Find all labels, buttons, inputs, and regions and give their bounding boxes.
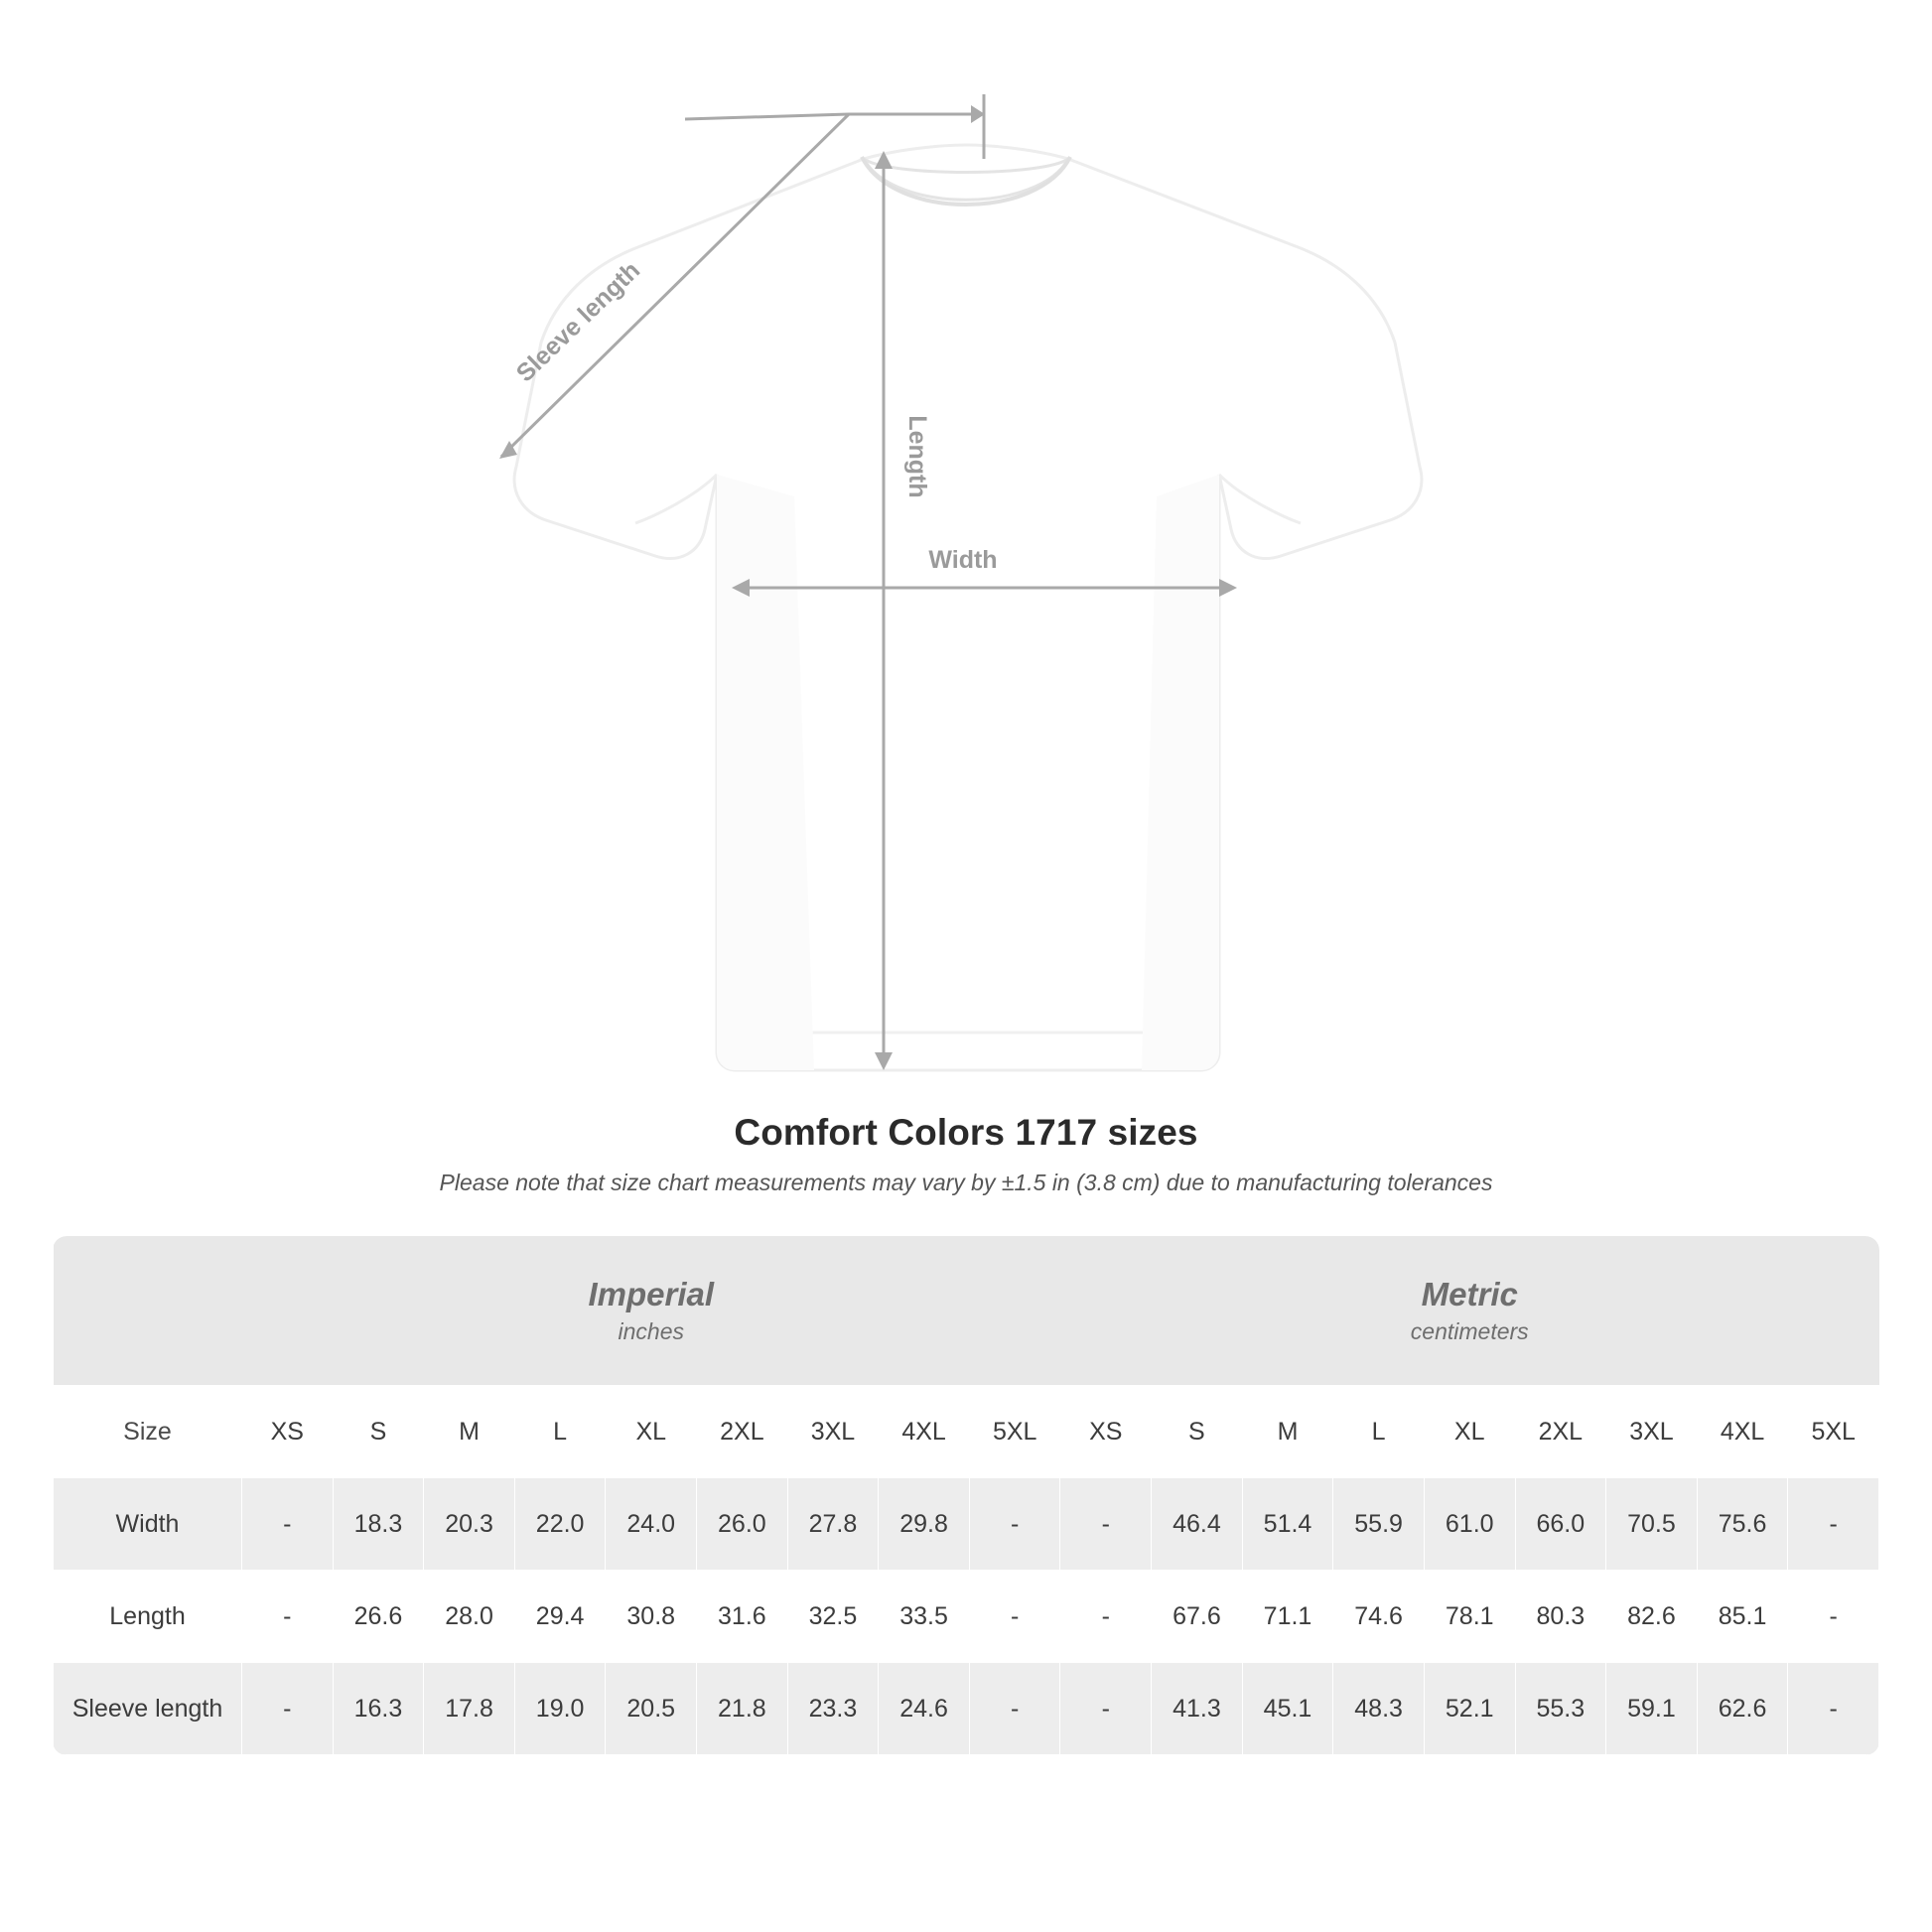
size-col-metric-xl: XL [1424, 1386, 1515, 1478]
size-col-metric-4xl: 4XL [1697, 1386, 1788, 1478]
unit-title-imperial: Imperial [588, 1276, 715, 1313]
cell-length-metric-4xl: 85.1 [1697, 1571, 1788, 1663]
tolerance-note: Please note that size chart measurements may vary by ±1.5 in (3.8 cm) due to manufacturing tolerances [439, 1170, 1493, 1195]
page-title: Comfort Colors 1717 sizes [734, 1112, 1198, 1153]
cell-sleeve-metric-xs: - [1060, 1663, 1152, 1755]
cell-width-metric-l: 55.9 [1333, 1478, 1425, 1571]
cell-width-metric-4xl: 75.6 [1697, 1478, 1788, 1571]
unit-header-imperial [242, 1236, 1060, 1386]
size-label-cell: Size [54, 1386, 242, 1478]
cell-length-imperial-3xl: 32.5 [787, 1571, 879, 1663]
cell-width-metric-5xl: - [1788, 1478, 1879, 1571]
cell-width-metric-m: 51.4 [1242, 1478, 1333, 1571]
cell-width-metric-xs: - [1060, 1478, 1152, 1571]
cell-width-imperial-xs: - [242, 1478, 334, 1571]
cell-length-imperial-5xl: - [969, 1571, 1060, 1663]
size-col-metric-2xl: 2XL [1515, 1386, 1606, 1478]
cell-length-metric-2xl: 80.3 [1515, 1571, 1606, 1663]
sleeve-length-label: Sleeve length [510, 256, 646, 388]
table-row [54, 1478, 1879, 1571]
table-row [54, 1663, 1879, 1755]
cell-width-metric-s: 46.4 [1152, 1478, 1243, 1571]
cell-width-imperial-xl: 24.0 [606, 1478, 697, 1571]
cell-length-metric-l: 74.6 [1333, 1571, 1425, 1663]
cell-sleeve-metric-l: 48.3 [1333, 1663, 1425, 1755]
cell-sleeve-metric-xl: 52.1 [1424, 1663, 1515, 1755]
cell-width-imperial-s: 18.3 [333, 1478, 424, 1571]
table-row [54, 1571, 1879, 1663]
size-col-metric-5xl: 5XL [1788, 1386, 1879, 1478]
cell-length-imperial-4xl: 33.5 [879, 1571, 970, 1663]
cell-width-metric-3xl: 70.5 [1606, 1478, 1698, 1571]
tshirt-shape [514, 145, 1422, 1070]
size-col-imperial-5xl: 5XL [969, 1386, 1060, 1478]
size-chart-table-wrap [53, 1236, 1879, 1755]
unit-header-spacer [54, 1236, 242, 1386]
size-col-imperial-xs: XS [242, 1386, 334, 1478]
length-label: Length [903, 415, 931, 498]
cell-sleeve-metric-3xl: 59.1 [1606, 1663, 1698, 1755]
cell-sleeve-imperial-4xl: 24.6 [879, 1663, 970, 1755]
cell-sleeve-imperial-m: 17.8 [424, 1663, 515, 1755]
unit-header-metric [1060, 1236, 1879, 1386]
size-col-imperial-l: L [514, 1386, 606, 1478]
size-col-imperial-m: M [424, 1386, 515, 1478]
cell-sleeve-imperial-xs: - [242, 1663, 334, 1755]
size-col-metric-m: M [1242, 1386, 1333, 1478]
unit-header-row [54, 1236, 1879, 1386]
cell-length-imperial-l: 29.4 [514, 1571, 606, 1663]
cell-width-imperial-4xl: 29.8 [879, 1478, 970, 1571]
size-chart-table [53, 1236, 1879, 1755]
size-col-metric-l: L [1333, 1386, 1425, 1478]
cell-length-metric-m: 71.1 [1242, 1571, 1333, 1663]
cell-sleeve-metric-2xl: 55.3 [1515, 1663, 1606, 1755]
cell-sleeve-imperial-3xl: 23.3 [787, 1663, 879, 1755]
cell-width-imperial-2xl: 26.0 [697, 1478, 788, 1571]
cell-width-imperial-l: 22.0 [514, 1478, 606, 1571]
cell-length-metric-5xl: - [1788, 1571, 1879, 1663]
cell-length-imperial-xl: 30.8 [606, 1571, 697, 1663]
size-col-metric-s: S [1152, 1386, 1243, 1478]
cell-length-metric-xl: 78.1 [1424, 1571, 1515, 1663]
cell-length-imperial-s: 26.6 [333, 1571, 424, 1663]
cell-width-metric-xl: 61.0 [1424, 1478, 1515, 1571]
size-col-imperial-4xl: 4XL [879, 1386, 970, 1478]
cell-length-metric-xs: - [1060, 1571, 1152, 1663]
size-col-metric-xs: XS [1060, 1386, 1152, 1478]
cell-width-imperial-3xl: 27.8 [787, 1478, 879, 1571]
unit-sub-metric: centimeters [1410, 1317, 1529, 1344]
cell-sleeve-metric-5xl: - [1788, 1663, 1879, 1755]
size-col-metric-3xl: 3XL [1606, 1386, 1698, 1478]
size-col-imperial-s: S [333, 1386, 424, 1478]
cell-width-imperial-5xl: - [969, 1478, 1060, 1571]
size-col-imperial-2xl: 2XL [697, 1386, 788, 1478]
cell-sleeve-imperial-l: 19.0 [514, 1663, 606, 1755]
cell-sleeve-metric-m: 45.1 [1242, 1663, 1333, 1755]
width-label: Width [928, 546, 998, 574]
cell-length-imperial-m: 28.0 [424, 1571, 515, 1663]
size-col-imperial-3xl: 3XL [787, 1386, 879, 1478]
unit-title-metric: Metric [1421, 1276, 1518, 1313]
cell-sleeve-imperial-s: 16.3 [333, 1663, 424, 1755]
cell-sleeve-imperial-2xl: 21.8 [697, 1663, 788, 1755]
row-label-sleeve-length: Sleeve length [54, 1663, 242, 1755]
cell-length-metric-3xl: 82.6 [1606, 1571, 1698, 1663]
cell-length-imperial-xs: - [242, 1571, 334, 1663]
cell-length-metric-s: 67.6 [1152, 1571, 1243, 1663]
cell-sleeve-metric-s: 41.3 [1152, 1663, 1243, 1755]
cell-length-imperial-2xl: 31.6 [697, 1571, 788, 1663]
cell-sleeve-metric-4xl: 62.6 [1697, 1663, 1788, 1755]
cell-sleeve-imperial-5xl: - [969, 1663, 1060, 1755]
unit-sub-imperial: inches [618, 1317, 684, 1344]
cell-sleeve-imperial-xl: 20.5 [606, 1663, 697, 1755]
row-label-width: Width [54, 1478, 242, 1571]
cell-width-metric-2xl: 66.0 [1515, 1478, 1606, 1571]
row-label-length: Length [54, 1571, 242, 1663]
cell-width-imperial-m: 20.3 [424, 1478, 515, 1571]
size-header-row [54, 1386, 1879, 1478]
size-col-imperial-xl: XL [606, 1386, 697, 1478]
